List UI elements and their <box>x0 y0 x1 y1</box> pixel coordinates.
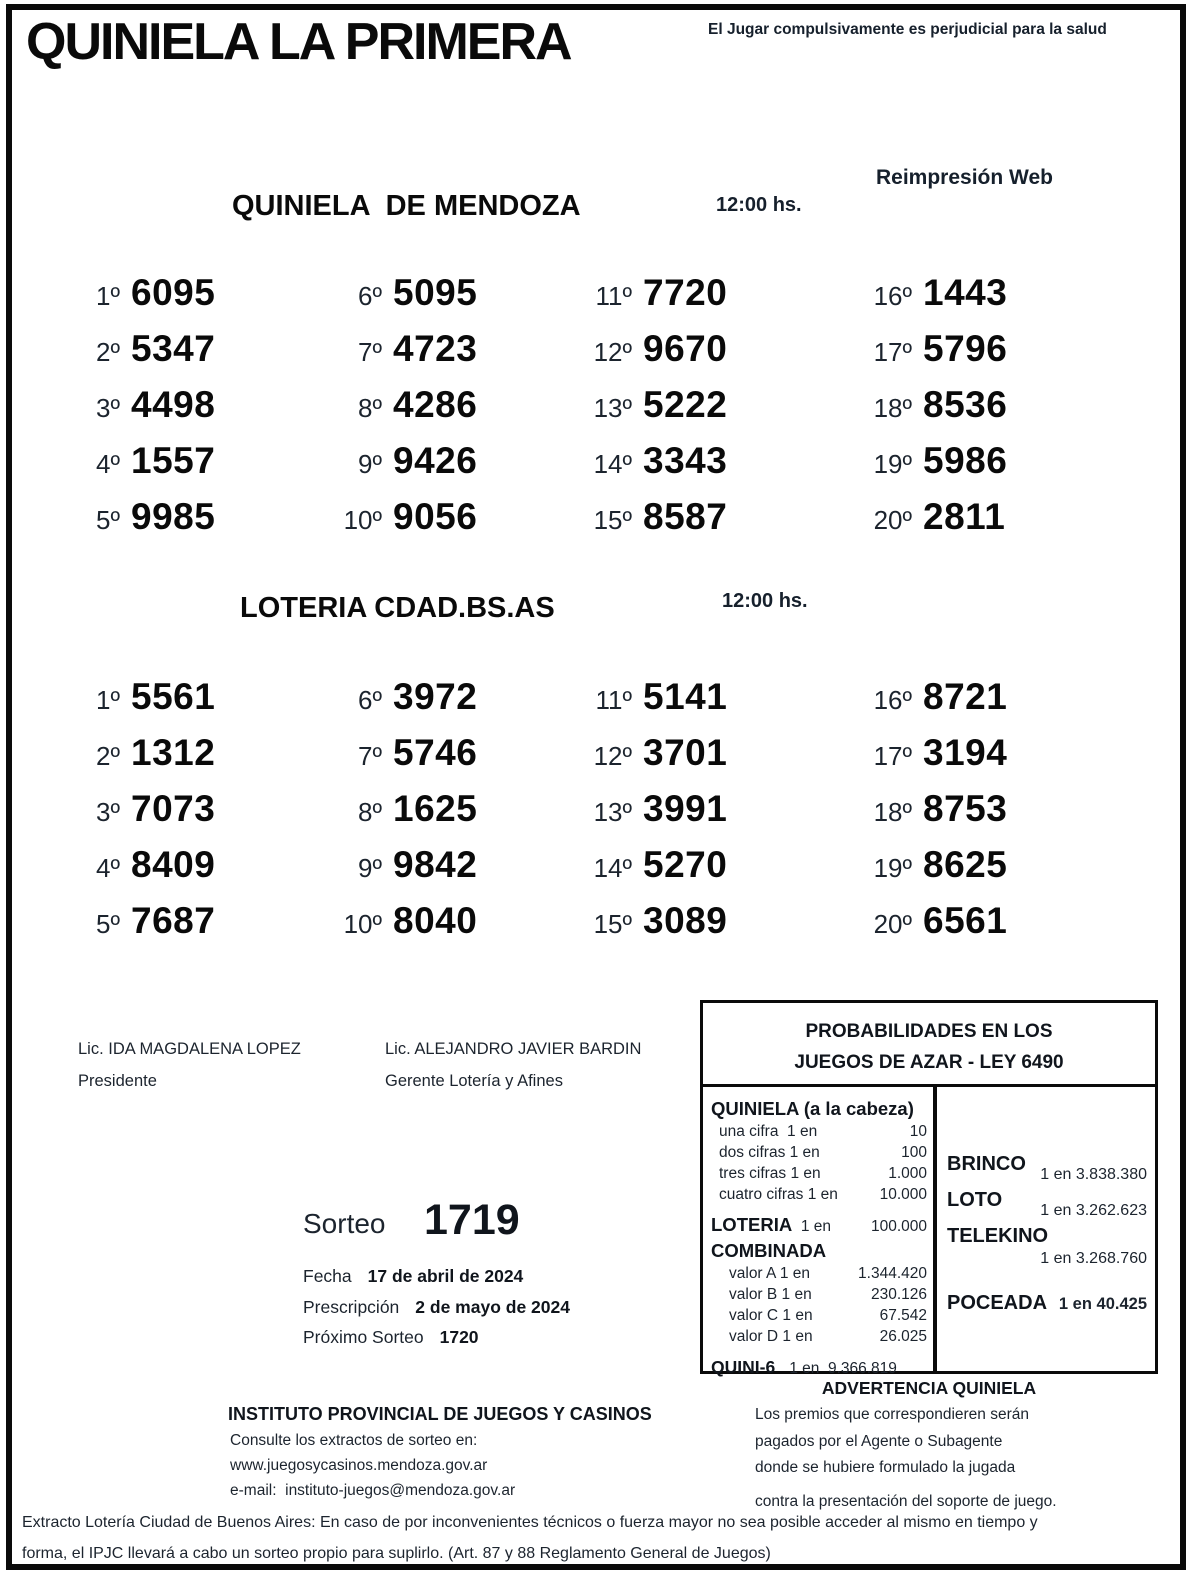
result-position: 17º <box>873 337 912 367</box>
official-name-manager: Lic. ALEJANDRO JAVIER BARDIN <box>385 1040 642 1058</box>
prescripcion-label: Prescripción <box>303 1297 400 1317</box>
result-cell <box>860 732 1088 788</box>
result-position: 3º <box>96 393 120 423</box>
odds-label: valor B 1 en <box>729 1286 812 1303</box>
result-position: 12º <box>593 741 632 771</box>
result-position: 18º <box>873 393 912 423</box>
result-number: 8721 <box>923 676 1008 717</box>
brinco-value: 1 en 3.838.380 <box>1040 1166 1147 1183</box>
mendoza-draw-title: QUINIELA DE MENDOZA <box>232 190 581 222</box>
result-position: 4º <box>96 853 120 883</box>
result-cell <box>68 676 330 732</box>
result-number: 4723 <box>393 328 478 369</box>
quini6-odds-row <box>711 1357 927 1378</box>
brinco-odds <box>947 1153 1147 1183</box>
footer-disclaimer-line1: Extracto Lotería Ciudad de Buenos Aires: En caso de por inconvenientes técnicos o fuerza mayor no sea posible acceder al mismo en tiempo y <box>22 1514 1038 1531</box>
fecha-row <box>303 1266 523 1287</box>
result-number: 5270 <box>643 844 728 885</box>
quini6-odds-value: 1 en 9.366.819 <box>789 1360 897 1377</box>
result-position: 7º <box>358 337 382 367</box>
probabilities-box <box>700 1000 1158 1377</box>
result-position: 12º <box>593 337 632 367</box>
result-cell <box>580 732 860 788</box>
result-position: 3º <box>96 797 120 827</box>
odds-value: 10.000 <box>879 1186 927 1203</box>
combinada-odds-rows <box>711 1263 927 1347</box>
bsas-draw-time: 12:00 hs. <box>722 590 808 612</box>
result-position: 18º <box>873 797 912 827</box>
result-position: 2º <box>96 337 120 367</box>
result-position: 4º <box>96 449 120 479</box>
result-cell <box>68 844 330 900</box>
result-cell <box>580 676 860 732</box>
poceada-odds <box>947 1292 1147 1315</box>
result-position: 7º <box>358 741 382 771</box>
result-position: 8º <box>358 393 382 423</box>
result-number: 5141 <box>643 676 728 717</box>
result-cell <box>68 440 330 496</box>
result-number: 3991 <box>643 788 728 829</box>
odds-row <box>711 1263 927 1284</box>
result-position: 8º <box>358 797 382 827</box>
result-number: 9842 <box>393 844 478 885</box>
instituto-consulte-line: Consulte los extractos de sorteo en: <box>230 1432 478 1449</box>
result-position: 10º <box>343 909 382 939</box>
result-position: 13º <box>593 393 632 423</box>
result-number: 8040 <box>393 900 478 941</box>
probabilities-title <box>703 1003 1155 1087</box>
advertencia-line: donde se hubiere formulado la jugada <box>755 1459 1016 1476</box>
result-number: 5222 <box>643 384 728 425</box>
result-number: 4286 <box>393 384 478 425</box>
result-cell <box>330 732 580 788</box>
result-position: 14º <box>593 853 632 883</box>
odds-value: 26.025 <box>879 1328 927 1345</box>
result-cell <box>580 440 860 496</box>
instituto-email: e-mail: instituto-juegos@mendoza.gov.ar <box>230 1482 516 1499</box>
result-cell <box>860 272 1088 328</box>
result-cell <box>330 900 580 956</box>
result-cell <box>330 440 580 496</box>
bsas-results-grid <box>68 676 1124 956</box>
result-cell <box>330 328 580 384</box>
result-number: 1443 <box>923 272 1008 313</box>
result-position: 15º <box>593 909 632 939</box>
quiniela-odds-header: QUINIELA (a la cabeza) <box>711 1098 914 1119</box>
result-position: 1º <box>96 685 120 715</box>
advertencia-line: Los premios que correspondieren serán <box>755 1406 1029 1423</box>
odds-label: cuatro cifras 1 en <box>719 1186 838 1203</box>
footer-disclaimer-line2: forma, el IPJC llevará a cabo un sorteo propio para suplirlo. (Art. 87 y 88 Reglamento General de Juegos) <box>22 1545 771 1562</box>
odds-label: dos cifras 1 en <box>719 1144 820 1161</box>
result-number: 5986 <box>923 440 1008 481</box>
loto-value: 1 en 3.262.623 <box>1040 1202 1147 1219</box>
result-position: 11º <box>595 281 632 311</box>
result-number: 2811 <box>923 496 1006 537</box>
result-number: 8753 <box>923 788 1008 829</box>
result-number: 7720 <box>643 272 728 313</box>
result-cell <box>68 384 330 440</box>
odds-row <box>711 1284 927 1305</box>
result-cell <box>580 272 860 328</box>
prescripcion-row <box>303 1297 570 1318</box>
result-position: 13º <box>593 797 632 827</box>
result-cell <box>860 440 1088 496</box>
result-cell <box>580 900 860 956</box>
odds-row <box>711 1184 927 1205</box>
result-number: 8536 <box>923 384 1008 425</box>
result-cell <box>860 384 1088 440</box>
probabilities-right-column <box>937 1087 1155 1371</box>
odds-row <box>711 1142 927 1163</box>
odds-value: 1.000 <box>888 1165 927 1182</box>
official-role-president: Presidente <box>78 1072 157 1090</box>
result-cell <box>68 328 330 384</box>
odds-label: tres cifras 1 en <box>719 1165 821 1182</box>
telekino-label: TELEKINO <box>947 1225 1049 1247</box>
fecha-value: 17 de abril de 2024 <box>367 1266 524 1286</box>
result-position: 9º <box>358 449 382 479</box>
result-cell <box>68 496 330 552</box>
odds-value: 230.126 <box>870 1286 927 1303</box>
result-position: 10º <box>343 505 382 535</box>
result-cell <box>68 900 330 956</box>
probabilities-title-line1: PROBABILIDADES EN LOS <box>805 1021 1053 1042</box>
bsas-draw-title: LOTERIA CDAD.BS.AS <box>240 592 555 624</box>
result-cell <box>860 676 1088 732</box>
result-position: 16º <box>873 281 912 311</box>
result-position: 19º <box>873 853 912 883</box>
result-number: 9426 <box>393 440 478 481</box>
odds-row <box>711 1326 927 1347</box>
result-cell <box>330 272 580 328</box>
result-number: 8625 <box>923 844 1008 885</box>
fecha-label: Fecha <box>303 1266 352 1286</box>
odds-label: valor C 1 en <box>729 1307 813 1324</box>
odds-label: valor A 1 en <box>729 1265 811 1282</box>
result-position: 5º <box>96 505 120 535</box>
odds-label: una cifra 1 en <box>719 1123 818 1140</box>
quiniela-odds-rows <box>711 1121 927 1205</box>
quini6-odds-label: QUINI-6 <box>711 1357 776 1377</box>
result-number: 5095 <box>393 272 478 313</box>
result-cell <box>330 844 580 900</box>
result-cell <box>860 788 1088 844</box>
advertencia-text <box>755 1402 1057 1515</box>
mendoza-results-grid <box>68 272 1124 552</box>
result-position: 1º <box>96 281 120 311</box>
result-number: 3343 <box>643 440 728 481</box>
instituto-website: www.juegosycasinos.mendoza.gov.ar <box>230 1457 488 1474</box>
result-cell <box>860 844 1088 900</box>
odds-value: 100 <box>901 1144 927 1161</box>
mendoza-draw-time: 12:00 hs. <box>716 194 802 216</box>
proximo-sorteo-label: Próximo Sorteo <box>303 1327 424 1347</box>
result-cell <box>580 788 860 844</box>
result-position: 19º <box>873 449 912 479</box>
result-number: 3089 <box>643 900 728 941</box>
result-number: 3972 <box>393 676 478 717</box>
result-cell <box>68 788 330 844</box>
odds-row <box>711 1163 927 1184</box>
result-cell <box>330 496 580 552</box>
result-cell <box>68 732 330 788</box>
advertencia-line: contra la presentación del soporte de juego. <box>755 1492 1057 1510</box>
result-cell <box>860 496 1088 552</box>
result-position: 9º <box>358 853 382 883</box>
result-number: 5561 <box>131 676 216 717</box>
sorteo-label: Sorteo <box>303 1208 386 1239</box>
loto-odds <box>947 1189 1147 1219</box>
result-number: 5796 <box>923 328 1008 369</box>
reprint-label: Reimpresión Web <box>876 166 1053 189</box>
result-cell <box>860 900 1088 956</box>
result-number: 7073 <box>131 788 216 829</box>
proximo-sorteo-value: 1720 <box>439 1327 479 1347</box>
loteria-odds-row <box>711 1214 927 1236</box>
result-cell <box>330 384 580 440</box>
sorteo-number: 1719 <box>424 1196 520 1244</box>
result-number: 3701 <box>643 732 728 773</box>
result-number: 8409 <box>131 844 216 885</box>
advertencia-title: ADVERTENCIA QUINIELA <box>821 1378 1037 1398</box>
result-position: 15º <box>593 505 632 535</box>
poceada-label: POCEADA <box>947 1292 1048 1314</box>
result-number: 1312 <box>131 732 216 773</box>
poceada-value: 1 en 40.425 <box>1058 1295 1147 1313</box>
result-number: 5347 <box>131 328 216 369</box>
proximo-sorteo-row <box>303 1327 479 1348</box>
odds-row <box>711 1305 927 1326</box>
loteria-odds-value: 100.000 <box>870 1218 927 1235</box>
result-number: 1625 <box>393 788 478 829</box>
result-number: 3194 <box>923 732 1008 773</box>
result-position: 5º <box>96 909 120 939</box>
result-position: 20º <box>873 909 912 939</box>
loto-label: LOTO <box>947 1189 1003 1211</box>
odds-value: 67.542 <box>879 1307 927 1324</box>
result-position: 11º <box>595 685 632 715</box>
result-number: 6095 <box>131 272 216 313</box>
result-cell <box>580 328 860 384</box>
official-name-president: Lic. IDA MAGDALENA LOPEZ <box>78 1040 301 1058</box>
result-number: 4498 <box>131 384 216 425</box>
result-position: 14º <box>593 449 632 479</box>
instituto-title: INSTITUTO PROVINCIAL DE JUEGOS Y CASINOS <box>228 1404 652 1424</box>
result-cell <box>68 272 330 328</box>
result-position: 16º <box>873 685 912 715</box>
result-number: 9056 <box>393 496 478 537</box>
result-cell <box>580 844 860 900</box>
result-number: 1557 <box>131 440 216 481</box>
result-number: 8587 <box>643 496 728 537</box>
result-number: 7687 <box>131 900 216 941</box>
result-number: 5746 <box>393 732 478 773</box>
result-cell <box>330 788 580 844</box>
result-position: 20º <box>873 505 912 535</box>
result-cell <box>860 328 1088 384</box>
result-cell <box>330 676 580 732</box>
result-number: 9985 <box>131 496 216 537</box>
result-cell <box>580 496 860 552</box>
result-cell <box>580 384 860 440</box>
result-position: 6º <box>358 281 382 311</box>
odds-label: valor D 1 en <box>729 1328 813 1345</box>
probabilities-left-column <box>703 1087 937 1377</box>
combinada-odds-header: COMBINADA <box>711 1240 827 1261</box>
result-position: 2º <box>96 741 120 771</box>
prescripcion-value: 2 de mayo de 2024 <box>415 1297 570 1317</box>
advertencia-line: pagados por el Agente o Subagente <box>755 1432 1003 1450</box>
telekino-value: 1 en 3.268.760 <box>1040 1250 1147 1267</box>
official-role-manager: Gerente Lotería y Afines <box>385 1072 563 1090</box>
loteria-odds-mid: 1 en <box>792 1218 831 1235</box>
odds-row <box>711 1121 927 1142</box>
probabilities-body <box>703 1087 1155 1377</box>
result-number: 6561 <box>923 900 1008 941</box>
result-position: 17º <box>873 741 912 771</box>
result-number: 9670 <box>643 328 728 369</box>
probabilities-title-line2: JUEGOS DE AZAR - LEY 6490 <box>794 1052 1064 1073</box>
result-position: 6º <box>358 685 382 715</box>
page-title: QUINIELA LA PRIMERA <box>26 13 571 71</box>
loteria-odds-label: LOTERIA <box>711 1214 793 1235</box>
odds-value: 10 <box>909 1123 927 1140</box>
odds-value: 1.344.420 <box>858 1265 927 1282</box>
brinco-label: BRINCO <box>947 1153 1026 1175</box>
health-warning-text: El Jugar compulsivamente es perjudicial para la salud <box>708 21 1107 38</box>
